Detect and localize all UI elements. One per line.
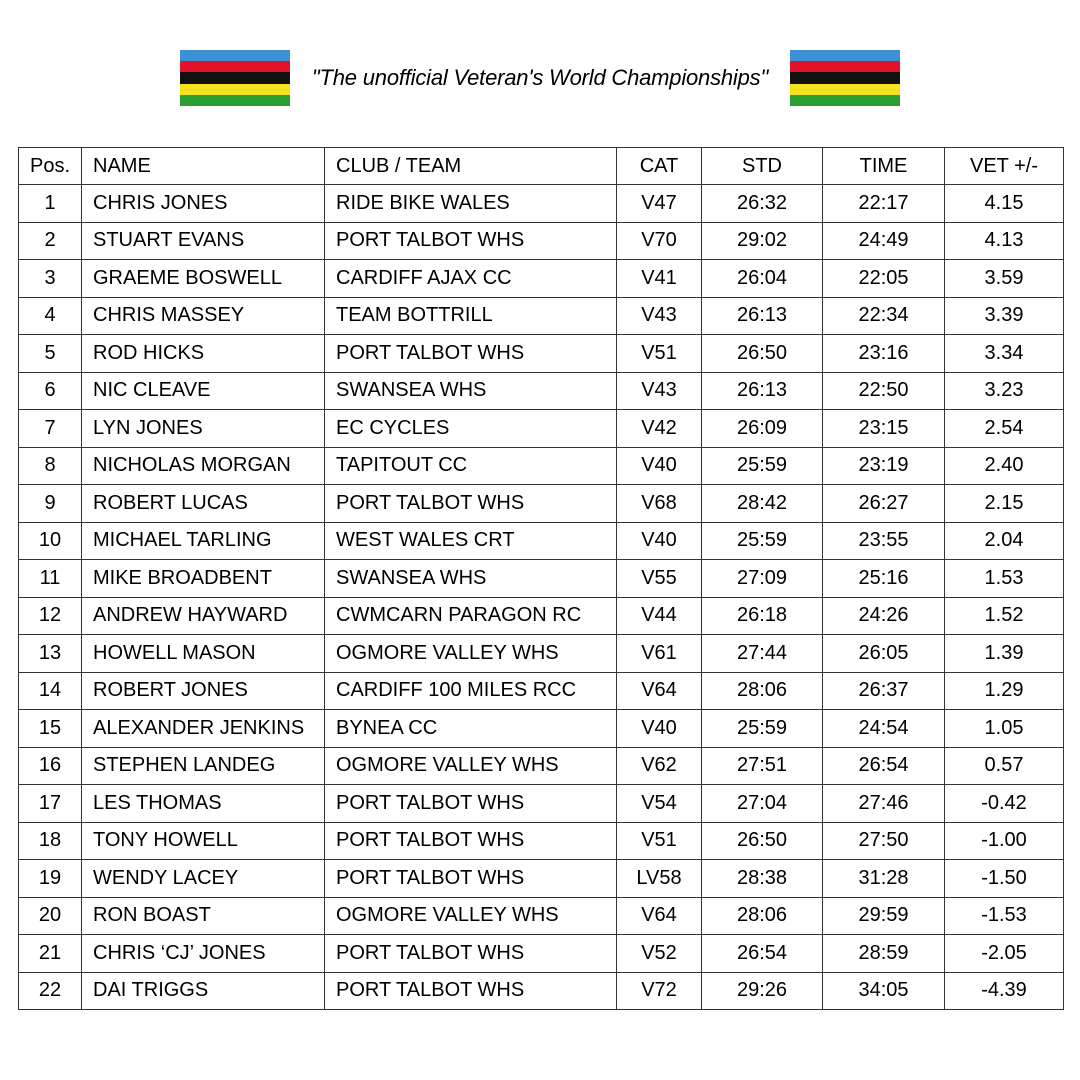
header-vet: VET +/- bbox=[945, 148, 1064, 185]
cell-std: 25:59 bbox=[702, 447, 823, 485]
cell-vet: 3.59 bbox=[945, 260, 1064, 298]
cell-time: 23:19 bbox=[823, 447, 945, 485]
cell-std: 28:42 bbox=[702, 485, 823, 523]
cell-cat: V62 bbox=[617, 747, 702, 785]
cell-std: 27:04 bbox=[702, 785, 823, 823]
cell-club: WEST WALES CRT bbox=[325, 522, 617, 560]
table-row bbox=[19, 260, 1064, 298]
cell-name: STUART EVANS bbox=[82, 222, 325, 260]
cell-pos: 13 bbox=[19, 635, 82, 673]
cell-vet: 2.40 bbox=[945, 447, 1064, 485]
cell-cat: V42 bbox=[617, 410, 702, 448]
cell-pos: 1 bbox=[19, 185, 82, 223]
table-row bbox=[19, 710, 1064, 748]
cell-club: PORT TALBOT WHS bbox=[325, 785, 617, 823]
cell-vet: 3.39 bbox=[945, 297, 1064, 335]
cell-pos: 2 bbox=[19, 222, 82, 260]
cell-vet: -4.39 bbox=[945, 972, 1064, 1010]
flag-stripe bbox=[180, 50, 290, 61]
cell-name: ROBERT LUCAS bbox=[82, 485, 325, 523]
cell-std: 29:02 bbox=[702, 222, 823, 260]
cell-time: 27:50 bbox=[823, 822, 945, 860]
cell-cat: V51 bbox=[617, 335, 702, 373]
table-row bbox=[19, 410, 1064, 448]
cell-time: 22:05 bbox=[823, 260, 945, 298]
cell-cat: V61 bbox=[617, 635, 702, 673]
cell-time: 27:46 bbox=[823, 785, 945, 823]
table-row bbox=[19, 372, 1064, 410]
cell-time: 26:05 bbox=[823, 635, 945, 673]
cell-cat: V43 bbox=[617, 297, 702, 335]
cell-std: 26:50 bbox=[702, 335, 823, 373]
cell-cat: V43 bbox=[617, 372, 702, 410]
cell-time: 22:17 bbox=[823, 185, 945, 223]
cell-name: MIKE BROADBENT bbox=[82, 560, 325, 598]
cell-time: 22:50 bbox=[823, 372, 945, 410]
header-cat: CAT bbox=[617, 148, 702, 185]
cell-name: MICHAEL TARLING bbox=[82, 522, 325, 560]
cell-club: OGMORE VALLEY WHS bbox=[325, 897, 617, 935]
cell-cat: V72 bbox=[617, 972, 702, 1010]
cell-std: 28:38 bbox=[702, 860, 823, 898]
cell-time: 22:34 bbox=[823, 297, 945, 335]
table-row bbox=[19, 972, 1064, 1010]
cell-vet: -2.05 bbox=[945, 935, 1064, 973]
table-row bbox=[19, 635, 1064, 673]
cell-pos: 14 bbox=[19, 672, 82, 710]
cell-name: LYN JONES bbox=[82, 410, 325, 448]
cell-std: 27:51 bbox=[702, 747, 823, 785]
cell-vet: -0.42 bbox=[945, 785, 1064, 823]
header-row bbox=[19, 148, 1064, 185]
cell-club: SWANSEA WHS bbox=[325, 372, 617, 410]
cell-name: NICHOLAS MORGAN bbox=[82, 447, 325, 485]
table-row bbox=[19, 747, 1064, 785]
cell-club: OGMORE VALLEY WHS bbox=[325, 747, 617, 785]
cell-vet: 1.29 bbox=[945, 672, 1064, 710]
cell-time: 28:59 bbox=[823, 935, 945, 973]
cell-time: 26:27 bbox=[823, 485, 945, 523]
cell-std: 29:26 bbox=[702, 972, 823, 1010]
cell-time: 23:15 bbox=[823, 410, 945, 448]
cell-std: 26:32 bbox=[702, 185, 823, 223]
world-champion-stripes-right bbox=[790, 50, 900, 106]
cell-pos: 18 bbox=[19, 822, 82, 860]
table-row bbox=[19, 485, 1064, 523]
table-row bbox=[19, 447, 1064, 485]
cell-pos: 22 bbox=[19, 972, 82, 1010]
table-row bbox=[19, 935, 1064, 973]
cell-pos: 21 bbox=[19, 935, 82, 973]
cell-club: PORT TALBOT WHS bbox=[325, 972, 617, 1010]
cell-cat: V64 bbox=[617, 897, 702, 935]
table-row bbox=[19, 672, 1064, 710]
table-row bbox=[19, 222, 1064, 260]
cell-name: STEPHEN LANDEG bbox=[82, 747, 325, 785]
cell-club: PORT TALBOT WHS bbox=[325, 860, 617, 898]
cell-pos: 4 bbox=[19, 297, 82, 335]
flag-stripe bbox=[180, 72, 290, 83]
cell-cat: V52 bbox=[617, 935, 702, 973]
cell-time: 24:54 bbox=[823, 710, 945, 748]
cell-cat: V41 bbox=[617, 260, 702, 298]
cell-pos: 3 bbox=[19, 260, 82, 298]
cell-cat: V68 bbox=[617, 485, 702, 523]
header-club: CLUB / TEAM bbox=[325, 148, 617, 185]
cell-vet: 1.39 bbox=[945, 635, 1064, 673]
cell-vet: 2.15 bbox=[945, 485, 1064, 523]
table-row bbox=[19, 597, 1064, 635]
cell-club: PORT TALBOT WHS bbox=[325, 335, 617, 373]
cell-name: ANDREW HAYWARD bbox=[82, 597, 325, 635]
cell-std: 26:18 bbox=[702, 597, 823, 635]
cell-name: ROD HICKS bbox=[82, 335, 325, 373]
cell-club: TAPITOUT CC bbox=[325, 447, 617, 485]
header-pos: Pos. bbox=[19, 148, 82, 185]
cell-club: CARDIFF AJAX CC bbox=[325, 260, 617, 298]
cell-name: ALEXANDER JENKINS bbox=[82, 710, 325, 748]
cell-pos: 10 bbox=[19, 522, 82, 560]
flag-stripe bbox=[180, 95, 290, 106]
cell-pos: 11 bbox=[19, 560, 82, 598]
cell-name: HOWELL MASON bbox=[82, 635, 325, 673]
cell-name: CHRIS ‘CJ’ JONES bbox=[82, 935, 325, 973]
table-row bbox=[19, 785, 1064, 823]
cell-time: 25:16 bbox=[823, 560, 945, 598]
table-row bbox=[19, 297, 1064, 335]
cell-cat: V54 bbox=[617, 785, 702, 823]
cell-club: PORT TALBOT WHS bbox=[325, 222, 617, 260]
cell-club: SWANSEA WHS bbox=[325, 560, 617, 598]
cell-vet: -1.00 bbox=[945, 822, 1064, 860]
cell-club: CWMCARN PARAGON RC bbox=[325, 597, 617, 635]
flag-stripe bbox=[790, 50, 900, 61]
cell-club: OGMORE VALLEY WHS bbox=[325, 635, 617, 673]
cell-pos: 20 bbox=[19, 897, 82, 935]
cell-std: 28:06 bbox=[702, 897, 823, 935]
cell-vet: 4.13 bbox=[945, 222, 1064, 260]
cell-pos: 17 bbox=[19, 785, 82, 823]
cell-time: 23:55 bbox=[823, 522, 945, 560]
cell-time: 26:37 bbox=[823, 672, 945, 710]
cell-pos: 15 bbox=[19, 710, 82, 748]
cell-vet: 1.53 bbox=[945, 560, 1064, 598]
cell-time: 23:16 bbox=[823, 335, 945, 373]
cell-name: DAI TRIGGS bbox=[82, 972, 325, 1010]
cell-vet: 2.54 bbox=[945, 410, 1064, 448]
flag-stripe bbox=[790, 95, 900, 106]
table-row bbox=[19, 560, 1064, 598]
cell-std: 26:50 bbox=[702, 822, 823, 860]
cell-pos: 9 bbox=[19, 485, 82, 523]
cell-cat: V47 bbox=[617, 185, 702, 223]
cell-time: 29:59 bbox=[823, 897, 945, 935]
cell-name: ROBERT JONES bbox=[82, 672, 325, 710]
header-name: NAME bbox=[82, 148, 325, 185]
cell-cat: V70 bbox=[617, 222, 702, 260]
cell-pos: 6 bbox=[19, 372, 82, 410]
table-row bbox=[19, 860, 1064, 898]
table-row bbox=[19, 897, 1064, 935]
flag-stripe bbox=[180, 61, 290, 72]
table-row bbox=[19, 185, 1064, 223]
cell-std: 27:44 bbox=[702, 635, 823, 673]
cell-std: 26:04 bbox=[702, 260, 823, 298]
cell-cat: LV58 bbox=[617, 860, 702, 898]
cell-pos: 5 bbox=[19, 335, 82, 373]
cell-club: RIDE BIKE WALES bbox=[325, 185, 617, 223]
cell-std: 26:13 bbox=[702, 297, 823, 335]
cell-club: PORT TALBOT WHS bbox=[325, 822, 617, 860]
cell-pos: 7 bbox=[19, 410, 82, 448]
cell-cat: V44 bbox=[617, 597, 702, 635]
page-title: "The unofficial Veteran's World Championships" bbox=[311, 65, 769, 90]
cell-name: RON BOAST bbox=[82, 897, 325, 935]
cell-pos: 19 bbox=[19, 860, 82, 898]
table-row bbox=[19, 522, 1064, 560]
cell-cat: V40 bbox=[617, 522, 702, 560]
cell-time: 24:26 bbox=[823, 597, 945, 635]
cell-club: BYNEA CC bbox=[325, 710, 617, 748]
cell-std: 26:09 bbox=[702, 410, 823, 448]
cell-std: 28:06 bbox=[702, 672, 823, 710]
table-row bbox=[19, 335, 1064, 373]
cell-cat: V51 bbox=[617, 822, 702, 860]
cell-vet: -1.50 bbox=[945, 860, 1064, 898]
cell-std: 27:09 bbox=[702, 560, 823, 598]
header-std: STD bbox=[702, 148, 823, 185]
cell-name: WENDY LACEY bbox=[82, 860, 325, 898]
flag-stripe bbox=[180, 84, 290, 95]
cell-pos: 12 bbox=[19, 597, 82, 635]
cell-cat: V40 bbox=[617, 447, 702, 485]
cell-name: TONY HOWELL bbox=[82, 822, 325, 860]
cell-vet: 3.23 bbox=[945, 372, 1064, 410]
cell-vet: 2.04 bbox=[945, 522, 1064, 560]
world-champion-stripes-left bbox=[180, 50, 290, 106]
flag-stripe bbox=[790, 72, 900, 83]
cell-std: 25:59 bbox=[702, 710, 823, 748]
cell-std: 26:54 bbox=[702, 935, 823, 973]
cell-name: CHRIS JONES bbox=[82, 185, 325, 223]
cell-name: GRAEME BOSWELL bbox=[82, 260, 325, 298]
cell-time: 31:28 bbox=[823, 860, 945, 898]
cell-std: 25:59 bbox=[702, 522, 823, 560]
cell-time: 24:49 bbox=[823, 222, 945, 260]
results-table bbox=[18, 147, 1064, 1010]
cell-name: CHRIS MASSEY bbox=[82, 297, 325, 335]
cell-cat: V55 bbox=[617, 560, 702, 598]
cell-cat: V64 bbox=[617, 672, 702, 710]
cell-club: PORT TALBOT WHS bbox=[325, 935, 617, 973]
cell-vet: 1.05 bbox=[945, 710, 1064, 748]
cell-vet: 1.52 bbox=[945, 597, 1064, 635]
cell-vet: 4.15 bbox=[945, 185, 1064, 223]
cell-vet: 0.57 bbox=[945, 747, 1064, 785]
table-row bbox=[19, 822, 1064, 860]
cell-club: TEAM BOTTRILL bbox=[325, 297, 617, 335]
header-time: TIME bbox=[823, 148, 945, 185]
cell-club: PORT TALBOT WHS bbox=[325, 485, 617, 523]
cell-club: EC CYCLES bbox=[325, 410, 617, 448]
flag-stripe bbox=[790, 61, 900, 72]
cell-pos: 8 bbox=[19, 447, 82, 485]
cell-std: 26:13 bbox=[702, 372, 823, 410]
cell-vet: -1.53 bbox=[945, 897, 1064, 935]
cell-vet: 3.34 bbox=[945, 335, 1064, 373]
cell-name: LES THOMAS bbox=[82, 785, 325, 823]
flag-stripe bbox=[790, 84, 900, 95]
cell-club: CARDIFF 100 MILES RCC bbox=[325, 672, 617, 710]
cell-pos: 16 bbox=[19, 747, 82, 785]
cell-time: 34:05 bbox=[823, 972, 945, 1010]
cell-cat: V40 bbox=[617, 710, 702, 748]
cell-name: NIC CLEAVE bbox=[82, 372, 325, 410]
cell-time: 26:54 bbox=[823, 747, 945, 785]
